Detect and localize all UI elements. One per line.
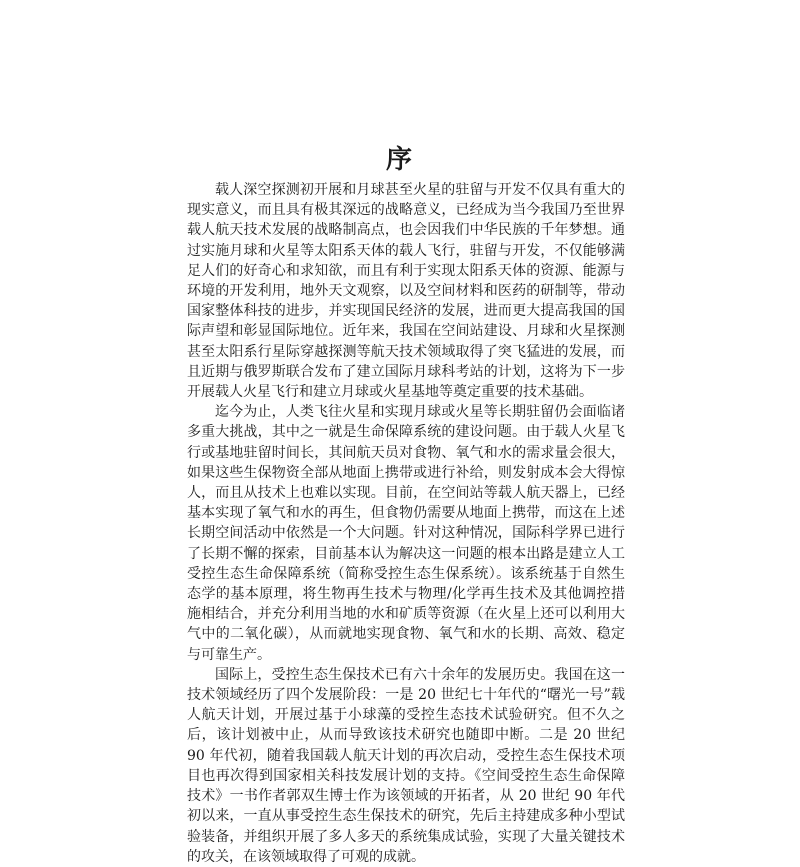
body-text <box>187 180 625 867</box>
paragraph-2: 迄今为止，人类飞往火星和实现月球或火星等长期驻留仍会面临诸多重大挑战，其中之一就是生命保障系统的建设问题。由于载人火星飞行或基地驻留时间长，其间航天员对食物、氧气和水的需求量会很大，如果这些生保物资全部从地面上携带或进行补给，则发射成本会大得惊人，而且从技术上也难以实现。目前，在空间站等载人航天器上，已经基本实现了氧气和水的再生，但食物仍需要从地面上携带，而这在上述长期空间活动中依然是一个大问题。针对这种情况，国际科学界已进行了长期不懈的探索，目前基本认为解决这一问题的根本出路是建立人工受控生态生命保障系统（简称受控生态生保系统）。该系统基于自然生态学的基本原理，将生物再生技术与物理/化学再生技术及其他调控措施相结合，并充分利用当地的水和矿质等资源（在火星上还可以利用大气中的二氧化碳），从而就地实现食物、氧气和水的长期、高效、稳定与可靠生产。 <box>187 404 625 663</box>
page-title: 序 <box>385 145 414 175</box>
paragraph-1: 载人深空探测初开展和月球甚至火星的驻留与开发不仅具有重大的现实意义，而且具有极其深远的战略意义，已经成为当今我国乃至世界载人航天技术发展的战略制高点，也会因我们中华民族的千年梦想。通过实施月球和火星等太阳系天体的载人飞行，驻留与开发，不仅能够满足人们的好奇心和求知欲，而且有利于实现太阳系天体的资源、能源与环境的开发利用，地外天文观察，以及空间材料和医药的研制等，带动国家整体科技的进步，并实现国民经济的发展，进而更大提高我国的国际声望和彰显国际地位。近年来，我国在空间站建设、月球和火星探测甚至太阳系行星际穿越探测等航天技术领域取得了突飞猛进的发展，而且近期与俄罗斯联合发布了建立国际月球科考站的计划，这将为下一步开展载人火星飞行和建立月球或火星基地等奠定重要的技术基础。 <box>187 182 625 401</box>
paragraph-3: 国际上，受控生态生保技术已有六十余年的发展历史。我国在这一技术领域经历了四个发展阶段：一是 20 世纪七十年代的“曙光一号”载人航天计划，开展过基于小球藻的受控生态技术试验研究。但不久之后，该计划被中止，从而导致该技术研究也随即中断。二是 20 世纪 90 年代初，随着我国载人航天计划的再次启动，受控生态生保技术项目也再次得到国家相关科技发展计划的支持。《空间受控生态生命保障技术》一书作者郭双生博士作为该领域的开拓者，从 20 世纪 90 年代初以来，一直从事受控生态生保技术的研究，先后主持建成多种小型试验装备，并组织开展了多人多天的系统集成试验，实现了大量关键技术的攻关，在该领域取得了可观的成就。 <box>187 666 625 865</box>
